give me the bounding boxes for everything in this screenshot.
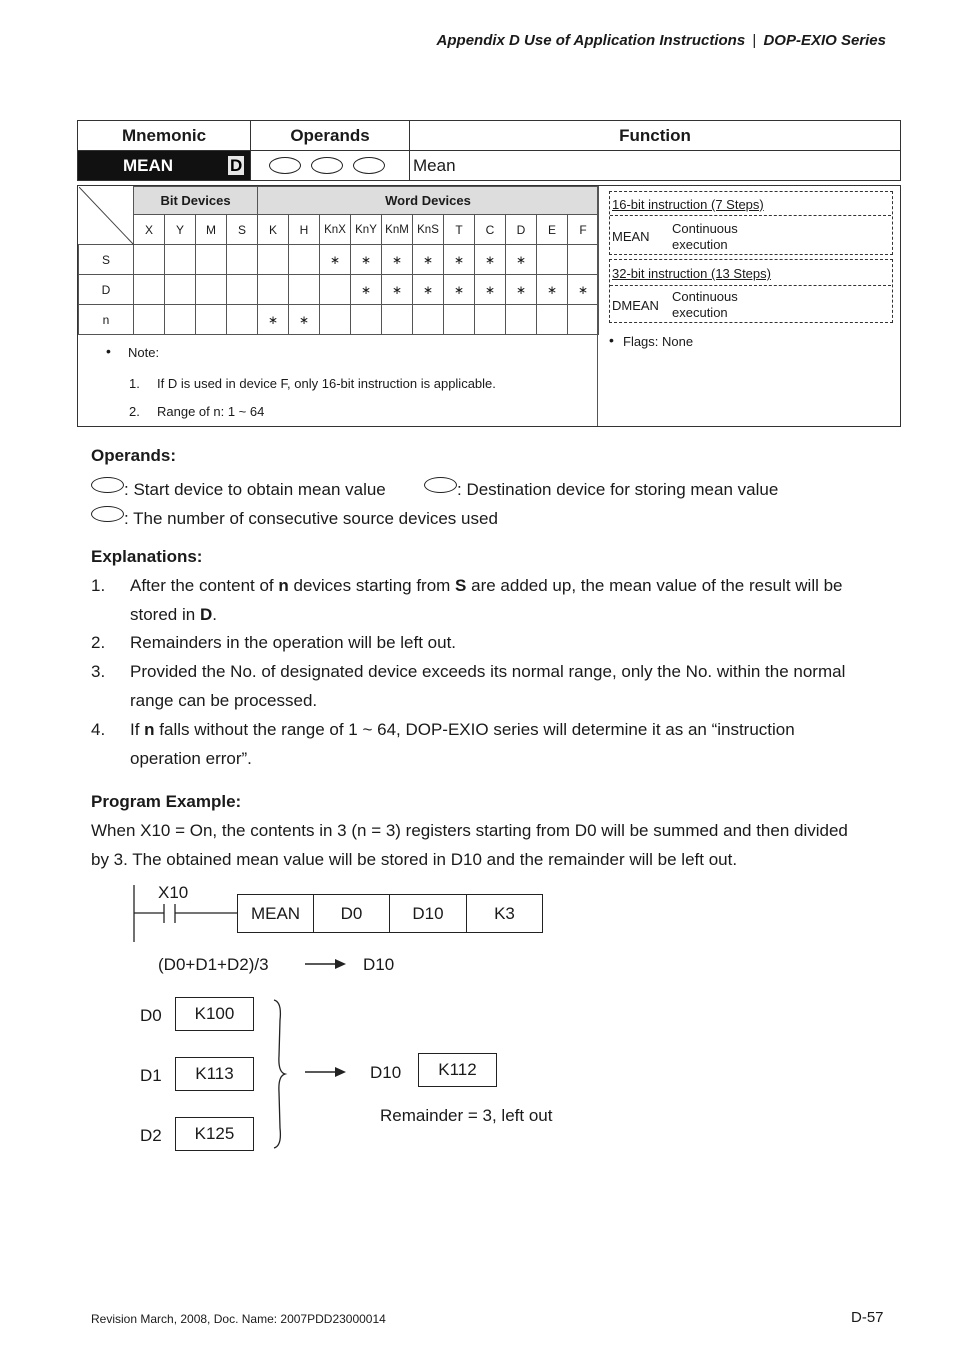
explanation-3-num: 3. [91, 662, 106, 681]
explanation-4-line1 [130, 720, 795, 740]
empty-cell [444, 305, 475, 335]
formula-result: D10 [363, 955, 395, 974]
instruction-16bit-mode-line2: execution [672, 237, 728, 252]
device-row [79, 305, 599, 335]
instruction-16bit-divider [610, 215, 891, 216]
empty-cell [537, 245, 568, 275]
operand-d-line [424, 477, 778, 500]
empty-cell [320, 275, 351, 305]
column-header: KnS [413, 215, 444, 245]
device-grid [78, 186, 599, 335]
applicable-mark: ∗ [506, 245, 537, 275]
empty-cell [227, 275, 258, 305]
operand-s-symbol [91, 477, 124, 493]
empty-cell [134, 245, 165, 275]
explanation-1-line2 [130, 605, 217, 625]
ladder-rung [130, 880, 250, 945]
instruction-32bit-mode-line2: execution [672, 305, 728, 320]
mnemonic-d-flag: D [230, 156, 243, 175]
empty-cell [165, 305, 196, 335]
formula-expression: (D0+D1+D2)/3 [158, 955, 269, 974]
empty-cell [537, 305, 568, 335]
applicable-mark: ∗ [444, 275, 475, 305]
header-title: Appendix D Use of Application Instructions [436, 32, 746, 49]
note-title: Note: [128, 345, 160, 360]
explanation-1-num: 1. [91, 576, 106, 595]
empty-cell [165, 275, 196, 305]
operand-d-oval [311, 157, 343, 174]
applicable-mark: ∗ [289, 305, 320, 335]
result-name: D10 [370, 1063, 402, 1082]
example-line2: by 3. The obtained mean value will be stored in D10 and the remainder will be left out. [91, 850, 738, 869]
function-header: Function [410, 121, 901, 151]
explanation-3-line2: range can be processed. [130, 691, 318, 710]
empty-cell [196, 305, 227, 335]
note-1-num: 1. [129, 376, 140, 391]
column-header: D [506, 215, 537, 245]
mnemonic-cell [78, 151, 251, 181]
applicable-mark: ∗ [413, 275, 444, 305]
column-header: X [134, 215, 165, 245]
column-header: E [537, 215, 568, 245]
operand-n-symbol [91, 506, 124, 522]
explanation-1-c: devices starting from [288, 576, 456, 595]
empty-cell [568, 245, 599, 275]
column-header: KnX [320, 215, 351, 245]
applicable-mark: ∗ [382, 245, 413, 275]
applicable-mark: ∗ [444, 245, 475, 275]
operand-s-desc: : Start device to obtain mean value [124, 480, 386, 499]
corner-cell [79, 187, 134, 245]
explanation-4-c: falls without the range of 1 ~ 64, DOP-EXIO series will determine it as an “instruction [154, 720, 795, 739]
ladder-cell-destination: D10 [390, 894, 467, 933]
result-arrow-icon [305, 1065, 347, 1079]
header-series: DOP-EXIO Series [763, 32, 886, 49]
column-header: T [444, 215, 475, 245]
column-header: K [258, 215, 289, 245]
instruction-16bit-title: 16-bit instruction (7 Steps) [612, 197, 764, 212]
ladder-cell-count: K3 [467, 894, 543, 933]
register-d1-value: K113 [175, 1057, 254, 1091]
applicable-mark: ∗ [258, 305, 289, 335]
register-d0-name: D0 [140, 1006, 162, 1025]
empty-cell [568, 305, 599, 335]
operand-s-oval [269, 157, 301, 174]
empty-cell [382, 305, 413, 335]
ladder-cell-mnemonic: MEAN [237, 894, 314, 933]
applicable-mark: ∗ [351, 245, 382, 275]
empty-cell [196, 245, 227, 275]
operands-header: Operands [251, 121, 410, 151]
empty-cell [134, 275, 165, 305]
column-header: Y [165, 215, 196, 245]
instruction-32bit-mode-line1: Continuous [672, 289, 738, 304]
explanation-4-line2: operation error”. [130, 749, 252, 768]
instruction-16bit-mode [672, 221, 738, 253]
empty-cell [506, 305, 537, 335]
operand-ovals [251, 151, 410, 181]
column-header: C [475, 215, 506, 245]
device-row [79, 245, 599, 275]
operand-d-desc: : Destination device for storing mean value [457, 480, 779, 499]
formula-arrow-icon [305, 957, 347, 971]
result-value: K112 [418, 1053, 497, 1087]
instruction-16bit-mode-line1: Continuous [672, 221, 738, 236]
applicable-mark: ∗ [320, 245, 351, 275]
explanation-1-line1 [130, 576, 843, 596]
explanation-4-n: n [144, 720, 155, 739]
note-bullet: • [106, 343, 111, 359]
operands-title: Operands: [91, 446, 177, 465]
device-table [77, 185, 901, 427]
empty-cell [289, 275, 320, 305]
mnemonic-header: Mnemonic [78, 121, 251, 151]
explanation-1-e: are added up, the mean value of the result will be [466, 576, 843, 595]
register-d2-name: D2 [140, 1126, 162, 1145]
explanation-2-text: Remainders in the operation will be left out. [130, 633, 457, 652]
ladder-cell-source: D0 [314, 894, 390, 933]
explanation-1-d: D [199, 605, 213, 624]
mnemonic-mean: MEAN [123, 156, 174, 175]
instruction-16bit-name: MEAN [612, 229, 650, 244]
column-header: M [196, 215, 227, 245]
applicable-mark: ∗ [568, 275, 599, 305]
example-title: Program Example: [91, 792, 242, 811]
example-line1: When X10 = On, the contents in 3 (n = 3) registers starting from D0 will be summed and then divided [91, 821, 848, 840]
note-2-num: 2. [129, 404, 140, 419]
empty-cell [258, 245, 289, 275]
device-row [79, 275, 599, 305]
operand-n-desc: : The number of consecutive source devices used [124, 509, 498, 528]
footer-revision: Revision March, 2008, Doc. Name: 2007PDD23000014 [91, 1312, 386, 1326]
instruction-panel [597, 186, 901, 426]
applicable-mark: ∗ [351, 275, 382, 305]
row-label: D [79, 275, 134, 305]
empty-cell [196, 275, 227, 305]
instruction-32bit-mode [672, 289, 738, 321]
mnemonic-table [77, 120, 901, 181]
explanation-1-h: . [212, 605, 217, 624]
explanation-3-line1: Provided the No. of designated device exceeds its normal range, only the No. within the normal [130, 662, 846, 681]
column-header: S [227, 215, 258, 245]
instruction-32bit-name: DMEAN [612, 298, 659, 313]
note-section [78, 334, 597, 428]
instruction-32bit-title: 32-bit instruction (13 Steps) [612, 266, 771, 281]
explanations-title: Explanations: [91, 547, 203, 566]
header-separator: | [752, 32, 757, 49]
instruction-32bit-box [609, 259, 893, 323]
curly-brace-icon [268, 998, 292, 1150]
empty-cell [413, 305, 444, 335]
empty-cell [134, 305, 165, 335]
applicable-mark: ∗ [413, 245, 444, 275]
empty-cell [475, 305, 506, 335]
explanation-4-num: 4. [91, 720, 106, 739]
operand-n-oval [353, 157, 385, 174]
column-header: KnM [382, 215, 413, 245]
flags-text: Flags: None [623, 334, 694, 349]
page-header [437, 32, 886, 49]
column-header: F [568, 215, 599, 245]
explanation-1-n: n [278, 576, 289, 595]
flags-bullet: • [609, 332, 614, 348]
empty-cell [289, 245, 320, 275]
instruction-32bit-divider [610, 285, 891, 286]
explanation-1-f: stored in [130, 605, 200, 624]
explanation-1-a: After the content of [130, 576, 279, 595]
empty-cell [227, 305, 258, 335]
function-value: Mean [410, 151, 901, 181]
remainder-note: Remainder = 3, left out [380, 1106, 553, 1125]
empty-cell [258, 275, 289, 305]
word-devices-header: Word Devices [258, 187, 599, 215]
applicable-mark: ∗ [537, 275, 568, 305]
contact-label: X10 [158, 883, 189, 902]
instruction-block [237, 894, 543, 933]
note-2-text: Range of n: 1 ~ 64 [157, 404, 265, 419]
empty-cell [351, 305, 382, 335]
register-d1-name: D1 [140, 1066, 162, 1085]
register-d0-value: K100 [175, 997, 254, 1031]
empty-cell [165, 245, 196, 275]
explanation-2-num: 2. [91, 633, 106, 652]
column-header: KnY [351, 215, 382, 245]
row-label: n [79, 305, 134, 335]
applicable-mark: ∗ [506, 275, 537, 305]
row-label: S [79, 245, 134, 275]
applicable-mark: ∗ [382, 275, 413, 305]
applicable-mark: ∗ [475, 245, 506, 275]
operand-d-symbol [424, 477, 457, 493]
register-d2-value: K125 [175, 1117, 254, 1151]
instruction-16bit-box [609, 191, 893, 255]
explanation-1-s: S [455, 576, 467, 595]
corner-diagonal [79, 187, 134, 245]
empty-cell [320, 305, 351, 335]
column-header: H [289, 215, 320, 245]
bit-devices-header: Bit Devices [134, 187, 258, 215]
empty-cell [227, 245, 258, 275]
note-1-text: If D is used in device F, only 16-bit instruction is applicable. [157, 376, 496, 391]
page-number: D-57 [851, 1309, 884, 1326]
explanation-4-a: If [130, 720, 145, 739]
applicable-mark: ∗ [475, 275, 506, 305]
operand-n-line [91, 506, 498, 529]
operand-s-line [91, 477, 386, 500]
